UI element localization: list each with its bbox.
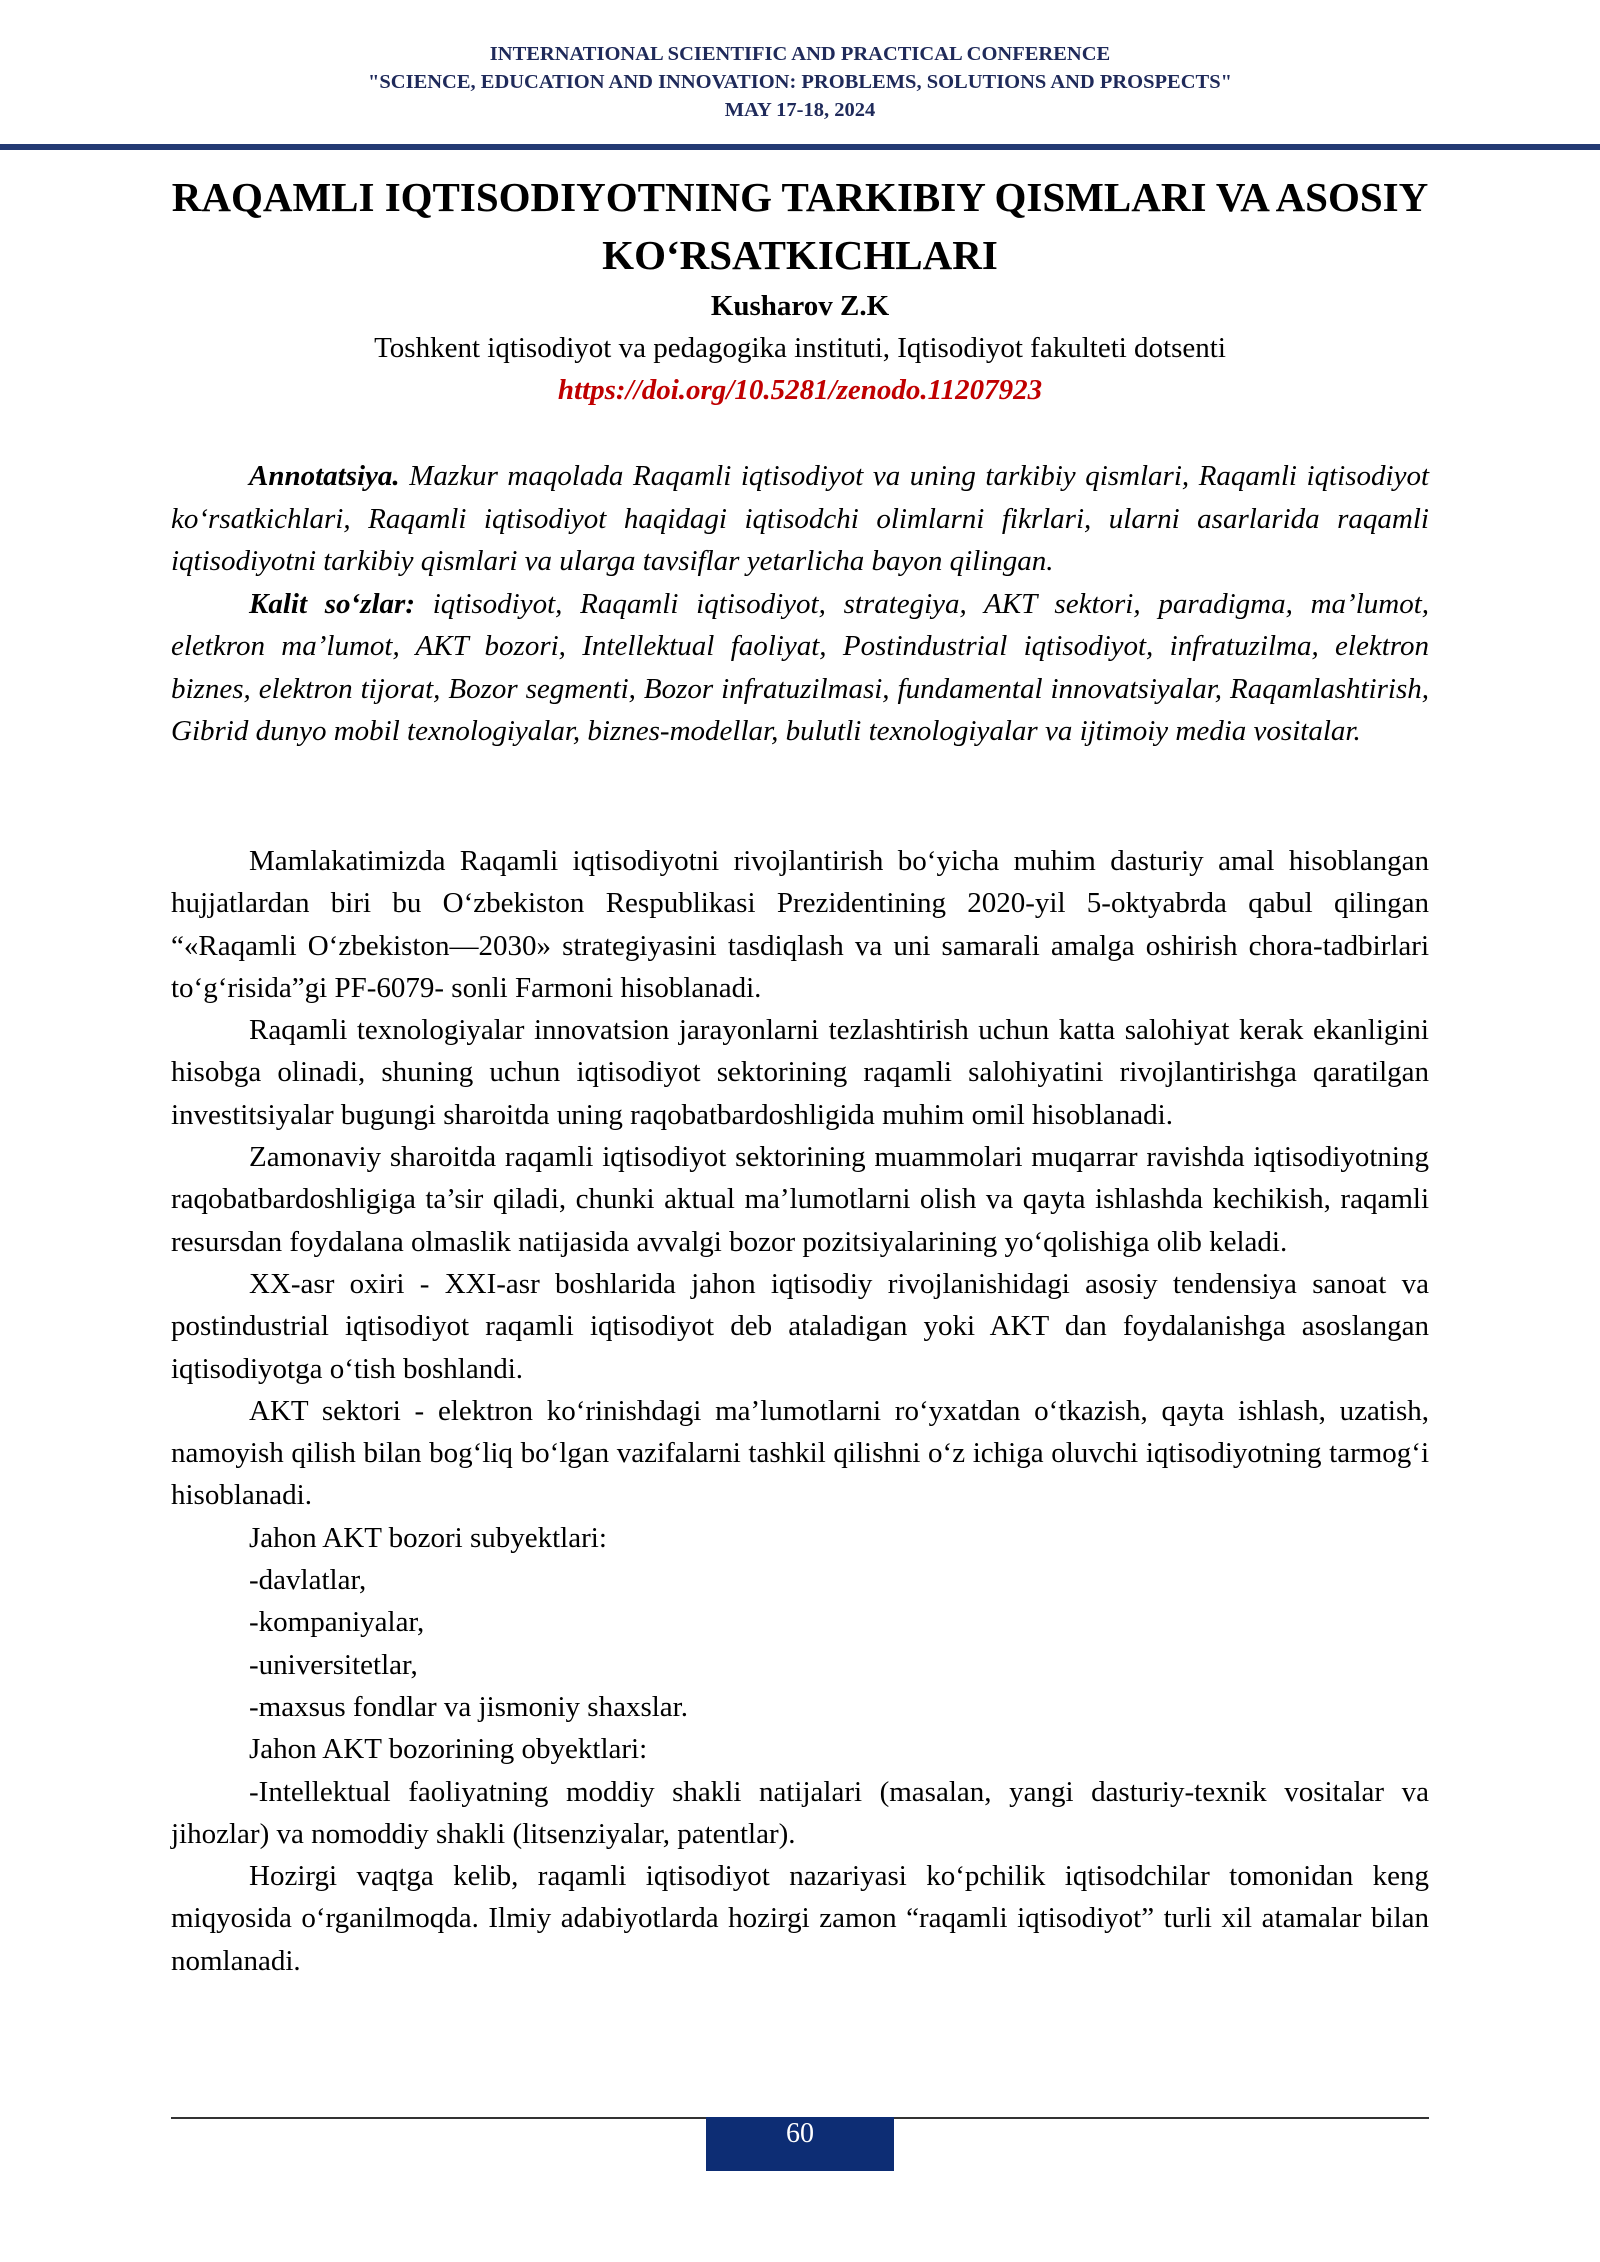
conference-header	[0, 40, 1600, 124]
objects-heading: Jahon AKT bozorining obyektlari:	[249, 1733, 648, 1766]
body-paragraph: Raqamli texnologiyalar innovatsion jarayonlarni tezlashtirish uchun katta salohiyat kerak ekanligini hisobga olinadi, shuning uchun iqtisodiyot sektorining raqamli salohiyatini rivojlantirishga qaratilgan investitsiyalar bugungi sharoitda uning raqobatbardoshligida muhim omil hisoblanadi.	[171, 1014, 1429, 1131]
abstract-paragraph	[171, 455, 1429, 583]
conference-title: INTERNATIONAL SCIENTIFIC AND PRACTICAL CONFERENCE	[489, 43, 1111, 65]
subjects-list-item: -universitetlar,	[249, 1648, 418, 1681]
keywords-text: iqtisodiyot, Raqamli iqtisodiyot, strategiya, AKT sektori, paradigma, ma’lumot, eletkron ma’lumot, AKT bozori, Intellektual faoliyat, Postindustrial iqtisodiyot, infratuzilma, elektron biznes, elektron tijorat, Bozor segmenti, Bozor infratuzilmasi, fundamental innovatsiyalar, Raqamlashtirish, Gibrid dunyo mobil texnologiyalar, biznes-modellar, bulutli texnologiyalar va ijtimoiy media vositalar.	[171, 587, 1429, 747]
conference-theme: "SCIENCE, EDUCATION AND INNOVATION: PROBLEMS, SOLUTIONS AND PROSPECTS"	[368, 71, 1232, 93]
subjects-list-item: -kompaniyalar,	[249, 1606, 425, 1639]
keywords-paragraph	[171, 583, 1429, 753]
body-paragraph: XX-asr oxiri - XXI-asr boshlarida jahon iqtisodiy rivojlanishidagi asosiy tendensiya sanoat va postindustrial iqtisodiyot raqamli iqtisodiyot deb ataladigan yoki AKT dan foydalanishga asoslangan iqtisodiyotga o‘tish boshlandi.	[171, 1267, 1429, 1385]
body-paragraph: AKT sektori - elektron ko‘rinishdagi ma’lumotlarni ro‘yxatdan o‘tkazish, qayta ishlash, uzatish, namoyish qilish bilan bog‘liq bo‘lgan vazifalarni tashkil qilishni o‘z ichiga oluvchi iqtisodiyotning tarmog‘i hisoblanadi.	[171, 1394, 1429, 1512]
conference-date: MAY 17-18, 2024	[724, 99, 876, 121]
article-author: Kusharov Z.K	[710, 290, 890, 322]
body-paragraph: Mamlakatimizda Raqamli iqtisodiyotni rivojlantirish bo‘yicha muhim dasturiy amal hisoblangan hujjatlardan biri bu O‘zbekiston Respublikasi Prezidentining 2020-yil 5-oktyabrda qabul qilingan “«Raqamli O‘zbekiston—2030» strategiyasini tasdiqlash va uni samarali amalga oshirish chora-tadbirlari to‘g‘risida”gi PF-6079- sonli Farmoni hisoblanadi.	[171, 845, 1429, 1004]
article-title: RAQAMLI IQTISODIYOTNING TARKIBIY QISMLARI VA ASOSIY KO‘RSATKICHLARI	[171, 174, 1429, 278]
body-paragraph: Zamonaviy sharoitda raqamli iqtisodiyot sektorining muammolari muqarrar ravishda iqtisodiyotning raqobatbardoshligiga ta’sir qiladi, chunki aktual ma’lumotlarni olish va qayta ishlashda kechikish, raqamli resursdan foydalana olmaslik natijasida avvalgi bozor pozitsiyalarining yo‘qolishiga olib keladi.	[171, 1141, 1429, 1258]
subjects-heading: Jahon AKT bozori subyektlari:	[249, 1521, 607, 1554]
header-divider	[0, 144, 1600, 150]
keywords-label: Kalit so‘zlar:	[249, 587, 415, 620]
subjects-list-item: -davlatlar,	[249, 1564, 367, 1597]
abstract-section	[171, 455, 1429, 753]
author-affiliation: Toshkent iqtisodiyot va pedagogika instituti, Iqtisodiyot fakulteti dotsenti	[374, 332, 1226, 364]
abstract-label: Annotatsiya.	[249, 460, 400, 492]
body-paragraph: Hozirgi vaqtga kelib, raqamli iqtisodiyot nazariyasi ko‘pchilik iqtisodchilar tomonidan keng miqyosida o‘rganilmoqda. Ilmiy adabiyotlarda hozirgi zamon “raqamli iqtisodiyot” turli xil atamalar bilan nomlanadi.	[171, 1860, 1429, 1977]
article-body	[171, 840, 1429, 1982]
body-paragraph: -Intellektual faoliyatning moddiy shakli natijalari (masalan, yangi dasturiy-texnik vositalar va jihozlar) va nomoddiy shakli (litsenziyalar, patentlar).	[171, 1775, 1429, 1850]
subjects-list-item: -maxsus fondlar va jismoniy shaxslar.	[249, 1690, 688, 1723]
abstract-text: Mazkur maqolada Raqamli iqtisodiyot va uning tarkibiy qismlari, Raqamli iqtisodiyot ko‘rsatkichlari, Raqamli iqtisodiyot haqidagi iqtisodchi olimlarni fikrlari, ularni asarlarida raqamli iqtisodiyotni tarkibiy qismlari va ularga tavsiflar yetarlicha bayon qilingan.	[171, 460, 1429, 577]
page-number: 60	[706, 2117, 894, 2171]
doi-link[interactable]: https://doi.org/10.5281/zenodo.11207923	[557, 374, 1043, 406]
